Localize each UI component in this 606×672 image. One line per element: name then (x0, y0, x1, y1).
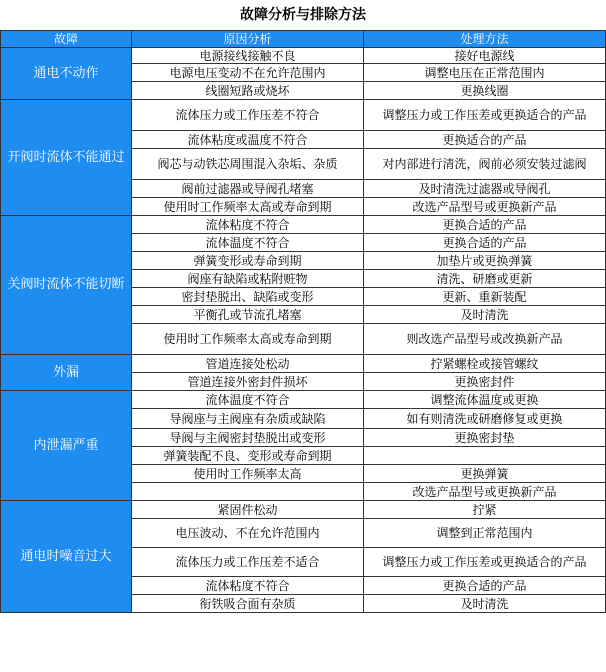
cause-cell: 流体温度不符合 (132, 234, 364, 252)
table-row (1, 501, 606, 519)
cause-cell: 阀座有缺陷或粘附赃物 (132, 270, 364, 288)
cause-cell: 线圈短路或烧坏 (132, 82, 364, 100)
table-row (1, 391, 606, 409)
cause-cell: 管道连接外密封件损坏 (132, 373, 364, 391)
remedy-cell: 如有则清洗或研磨修复或更换 (364, 409, 606, 429)
fault-cell: 外漏 (1, 355, 132, 391)
fault-cell: 通电不动作 (1, 48, 132, 100)
cause-cell: 流体粘度或温度不符合 (132, 131, 364, 149)
cause-cell: 导阀与主阀密封垫脱出或变形 (132, 429, 364, 447)
remedy-cell: 及时清洗 (364, 306, 606, 324)
remedy-cell: 调整压力或工作压差或更换适合的产品 (364, 100, 606, 131)
cause-cell: 流体压力或工作压差不适合 (132, 548, 364, 577)
table-row (1, 100, 606, 131)
remedy-cell: 拧紧 (364, 501, 606, 519)
cause-cell: 阀前过滤器或导阀孔堵塞 (132, 180, 364, 198)
remedy-cell: 更换密封件 (364, 373, 606, 391)
remedy-cell: 则改选产品型号或改换新产品 (364, 324, 606, 355)
cause-cell: 电压波动、不在允许范围内 (132, 519, 364, 548)
remedy-cell: 更换合适的产品 (364, 577, 606, 595)
cause-cell: 紧固件松动 (132, 501, 364, 519)
cause-cell: 平衡孔或节流孔堵塞 (132, 306, 364, 324)
remedy-cell: 更换合适的产品 (364, 234, 606, 252)
remedy-cell: 接好电源线 (364, 48, 606, 64)
remedy-cell: 更换合适的产品 (364, 216, 606, 234)
remedy-cell: 更换弹簧 (364, 465, 606, 483)
table-body (1, 48, 606, 613)
table-row (1, 355, 606, 373)
remedy-cell (364, 447, 606, 465)
cause-cell: 流体温度不符合 (132, 391, 364, 409)
cause-cell: 弹簧装配不良、变形或寿命到期 (132, 447, 364, 465)
remedy-cell: 更换适合的产品 (364, 131, 606, 149)
cause-cell: 使用时工作频率太高 (132, 465, 364, 483)
cause-cell: 流体压力或工作压差不符合 (132, 100, 364, 131)
table-header-row (1, 31, 606, 48)
cause-cell: 弹簧变形或寿命到期 (132, 252, 364, 270)
cause-cell: 管道连接处松动 (132, 355, 364, 373)
column-header-remedy: 处理方法 (364, 31, 606, 48)
cause-cell: 阀芯与动铁芯周围混入杂垢、杂质 (132, 149, 364, 180)
table-row (1, 216, 606, 234)
remedy-cell: 调整流体温度或更换 (364, 391, 606, 409)
cause-cell: 衔铁吸合面有杂质 (132, 595, 364, 613)
fault-cell: 内泄漏严重 (1, 391, 132, 501)
table-row (1, 48, 606, 64)
fault-table (0, 30, 606, 613)
fault-cell: 开阀时流体不能通过 (1, 100, 132, 216)
document-title: 故障分析与排除方法 (240, 7, 366, 23)
remedy-cell: 更换线圈 (364, 82, 606, 100)
column-header-fault: 故障 (1, 31, 132, 48)
remedy-cell: 调整压力或工作压差或更换适合的产品 (364, 548, 606, 577)
cause-cell: 使用时工作频率太高或寿命到期 (132, 324, 364, 355)
cause-cell: 电源电压变动不在允许范围内 (132, 64, 364, 82)
remedy-cell: 改选产品型号或更换新产品 (364, 483, 606, 501)
cause-cell: 流体粘度不符合 (132, 216, 364, 234)
fault-cell: 通电时噪音过大 (1, 501, 132, 613)
remedy-cell: 及时清洗 (364, 595, 606, 613)
remedy-cell: 对内部进行清洗，阀前必须安装过滤阀 (364, 149, 606, 180)
cause-cell: 流体粘度不符合 (132, 577, 364, 595)
cause-cell: 使用时工作频率太高或寿命到期 (132, 198, 364, 216)
cause-cell: 导阀座与主阀座有杂质或缺陷 (132, 409, 364, 429)
remedy-cell: 更换密封垫 (364, 429, 606, 447)
remedy-cell: 更新、重新装配 (364, 288, 606, 306)
remedy-cell: 及时清洗过滤器或导阀孔 (364, 180, 606, 198)
remedy-cell: 调整电压在正常范围内 (364, 64, 606, 82)
cause-cell (132, 483, 364, 501)
remedy-cell: 清洗、研磨或更新 (364, 270, 606, 288)
remedy-cell: 调整到正常范围内 (364, 519, 606, 548)
remedy-cell: 改选产品型号或更换新产品 (364, 198, 606, 216)
cause-cell: 电源接线接触不良 (132, 48, 364, 64)
column-header-cause: 原因分析 (132, 31, 364, 48)
cause-cell: 密封垫脱出、缺陷或变形 (132, 288, 364, 306)
remedy-cell: 加垫片或更换弹簧 (364, 252, 606, 270)
fault-cell: 关阀时流体不能切断 (1, 216, 132, 355)
remedy-cell: 拧紧螺栓或接管螺纹 (364, 355, 606, 373)
